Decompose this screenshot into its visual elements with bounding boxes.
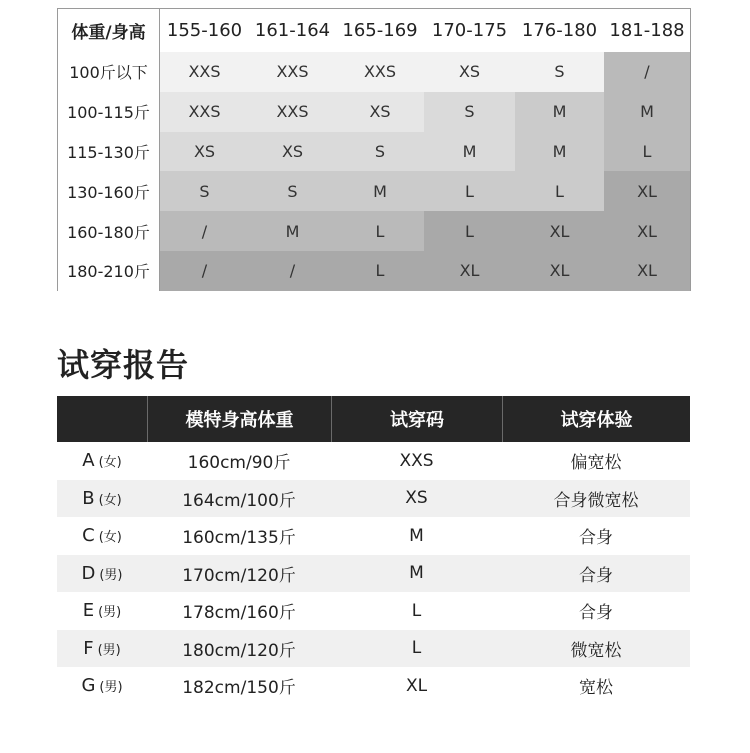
size-cell: L — [424, 171, 515, 211]
model-stats-cell: 178cm/160斤 — [182, 603, 296, 624]
size-cell: M — [336, 171, 424, 211]
tester-label — [82, 450, 121, 471]
tester-gender: (女) — [98, 530, 122, 546]
tester-letter: C — [82, 525, 95, 547]
size-cell: XXS — [160, 52, 249, 92]
tester-letter: F — [83, 637, 94, 659]
height-range-header: 176-180 — [521, 20, 598, 41]
size-cell: XL — [604, 171, 690, 211]
size-cell: XXS — [160, 92, 249, 132]
size-cell: S — [424, 92, 515, 132]
model-stats-cell: 160cm/90斤 — [187, 453, 291, 474]
height-range-header: 155-160 — [166, 20, 243, 41]
tester-gender: (女) — [98, 492, 122, 508]
tester-cell — [57, 442, 147, 480]
height-range-header: 181-188 — [609, 20, 685, 41]
model-stats-cell: 182cm/150斤 — [182, 678, 296, 699]
report-row — [57, 630, 690, 668]
size-cell: / — [604, 52, 690, 92]
tester-cell — [57, 517, 147, 555]
size-cell: / — [160, 251, 249, 291]
model-stats-cell: 180cm/120斤 — [182, 640, 296, 661]
tester-cell — [57, 480, 147, 518]
size-cell: XL — [515, 211, 604, 251]
tester-gender: (男) — [99, 567, 123, 583]
size-cell: XXS — [249, 92, 336, 132]
size-chart-header-row — [58, 9, 690, 52]
tester-label — [82, 525, 122, 546]
tester-letter: A — [82, 450, 95, 472]
size-cell: XL — [424, 251, 515, 291]
size-cell: M — [604, 92, 690, 132]
size-cell: M — [515, 92, 604, 132]
size-cell: M — [249, 211, 336, 251]
corner-header: 体重/身高 — [58, 9, 160, 52]
tester-cell — [57, 592, 147, 630]
tester-letter: G — [81, 675, 96, 697]
trial-size-cell: L — [411, 638, 422, 659]
model-stats-column-header: 模特身高体重 — [147, 396, 331, 442]
report-row — [57, 517, 690, 555]
fit-experience-cell: 合身 — [579, 603, 613, 624]
size-cell: XXS — [249, 52, 336, 92]
tester-cell — [57, 555, 147, 593]
trial-size-cell: M — [409, 525, 424, 546]
tester-letter: D — [81, 562, 96, 584]
tester-gender: (男) — [97, 642, 121, 658]
tester-gender: (男) — [99, 680, 123, 696]
size-cell: L — [515, 171, 604, 211]
trial-size-cell: XL — [405, 675, 428, 696]
report-row — [57, 555, 690, 593]
report-header-row — [57, 396, 690, 442]
fit-experience-cell: 合身 — [579, 528, 613, 549]
size-cell: L — [604, 132, 690, 172]
tester-gender: (女) — [98, 455, 122, 471]
size-cell: L — [336, 251, 424, 291]
weight-range-label: 180-210斤 — [58, 251, 160, 291]
trial-size-cell: M — [409, 563, 424, 584]
weight-range-label: 100斤以下 — [58, 52, 160, 92]
size-cell: / — [160, 211, 249, 251]
tester-cell — [57, 630, 147, 668]
size-cell: S — [249, 171, 336, 211]
tester-label — [83, 600, 122, 621]
tester-label — [81, 563, 122, 584]
trial-size-cell: L — [411, 600, 422, 621]
model-stats-cell: 170cm/120斤 — [182, 565, 296, 586]
fit-experience-cell: 合身 — [579, 565, 613, 586]
size-cell: XXS — [336, 52, 424, 92]
tester-column-header — [57, 396, 147, 442]
size-cell: XS — [160, 132, 249, 172]
tester-letter: B — [82, 487, 95, 509]
report-row — [57, 480, 690, 518]
report-row — [57, 592, 690, 630]
fit-experience-cell: 微宽松 — [570, 640, 622, 661]
size-cell: XL — [515, 251, 604, 291]
height-range-header: 161-164 — [254, 20, 331, 41]
weight-range-label: 115-130斤 — [58, 132, 160, 172]
trial-size-cell: XXS — [399, 450, 434, 471]
tester-cell — [57, 667, 147, 705]
report-row — [57, 442, 690, 480]
size-cell: S — [336, 132, 424, 172]
height-range-header: 165-169 — [342, 20, 418, 41]
size-cell: S — [160, 171, 249, 211]
model-stats-cell: 164cm/100斤 — [182, 490, 296, 511]
tester-label — [81, 675, 122, 696]
tester-gender: (男) — [98, 605, 122, 621]
size-cell: M — [424, 132, 515, 172]
tester-letter: E — [82, 600, 95, 622]
size-chart-table — [57, 8, 691, 291]
model-stats-cell: 160cm/135斤 — [182, 528, 296, 549]
size-cell: S — [515, 52, 604, 92]
size-cell: XS — [424, 52, 515, 92]
fit-experience-cell: 宽松 — [579, 678, 613, 699]
size-cell: XS — [336, 92, 424, 132]
size-cell: L — [336, 211, 424, 251]
weight-range-label: 160-180斤 — [58, 211, 160, 251]
report-row — [57, 667, 690, 705]
size-cell: XL — [604, 251, 690, 291]
size-cell: XS — [249, 132, 336, 172]
tester-label — [82, 488, 122, 509]
fit-experience-cell: 偏宽松 — [570, 453, 622, 474]
weight-range-label: 100-115斤 — [58, 92, 160, 132]
fitting-report-table — [57, 396, 690, 705]
report-body — [57, 442, 690, 705]
size-cell: M — [515, 132, 604, 172]
fit-experience-column-header: 试穿体验 — [502, 396, 690, 442]
height-range-header: 170-175 — [431, 20, 508, 41]
fit-experience-cell: 合身微宽松 — [553, 490, 639, 511]
report-title: 试穿报告 — [57, 346, 190, 384]
trial-size-column-header: 试穿码 — [331, 396, 502, 442]
tester-label — [83, 638, 121, 659]
trial-size-cell: XS — [405, 488, 428, 509]
size-cell: / — [249, 251, 336, 291]
size-cell: XL — [604, 211, 690, 251]
size-cell: L — [424, 211, 515, 251]
weight-range-label: 130-160斤 — [58, 171, 160, 211]
